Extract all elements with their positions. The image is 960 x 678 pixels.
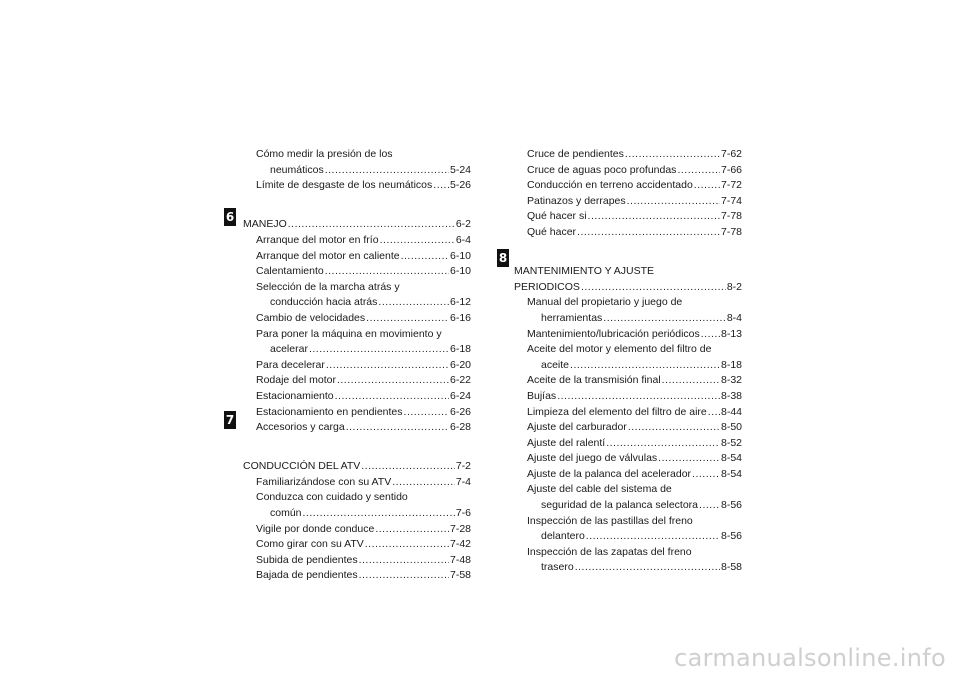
toc-entry[interactable]: Bajada de pendientes ..... 7-58 [243, 568, 471, 584]
toc-entry[interactable]: Subida de pendientes ..... 7-48 [243, 553, 471, 569]
toc-entry[interactable]: Bujías ..... 8-38 [514, 389, 742, 405]
toc-entry[interactable]: Estacionamiento ..... 6-24 [243, 389, 471, 405]
toc-entry[interactable]: Como girar con su ATV ..... 7-42 [243, 537, 471, 553]
toc-entry[interactable]: Ajuste del juego de válvulas ..... 8-54 [514, 451, 742, 467]
toc-entry: Ajuste del cable del sistema de [527, 483, 672, 496]
toc-entry[interactable]: Arranque del motor en frío ..... 6-4 [243, 233, 471, 249]
toc-entry: Aceite del motor y elemento del filtro de [527, 343, 712, 356]
toc-section-heading[interactable]: PERIODICOS ..... 8-2 [514, 280, 742, 296]
toc-section-heading[interactable]: CONDUCCIÓN DEL ATV ..... 7-2 [243, 459, 471, 475]
toc-entry[interactable]: Vigile por donde conduce ..... 7-28 [243, 522, 471, 538]
toc-entry[interactable]: común ..... 7-6 [243, 506, 471, 522]
toc-entry[interactable]: Rodaje del motor ..... 6-22 [243, 373, 471, 389]
toc-entry[interactable]: Qué hacer si ..... 7-78 [514, 209, 742, 225]
toc-entry[interactable]: Ajuste de la palanca del acelerador ..... 8-54 [514, 467, 742, 483]
toc-entry[interactable]: herramientas ..... 8-4 [514, 311, 742, 327]
toc-entry[interactable]: Familiarizándose con su ATV ..... 7-4 [243, 475, 471, 491]
toc-section-heading[interactable]: MANEJO ..... 6-2 [243, 217, 471, 233]
toc-entry: Conduzca con cuidado y sentido [256, 491, 408, 504]
toc-entry: Selección de la marcha atrás y [256, 280, 400, 293]
chapter-tab-6: 6 [225, 210, 235, 224]
toc-entry[interactable]: conducción hacia atrás ..... 6-12 [243, 295, 471, 311]
toc-entry[interactable]: Cruce de pendientes ..... 7-62 [514, 147, 742, 163]
chapter-tab-8: 8 [498, 251, 508, 265]
toc-entry[interactable]: Limpieza del elemento del filtro de aire ..... 8-44 [514, 405, 742, 421]
toc-entry: Manual del propietario y juego de [527, 296, 683, 309]
toc-entry[interactable]: seguridad de la palanca selectora ..... 8-56 [514, 498, 742, 514]
toc-entry: Cómo medir la presión de los [256, 148, 393, 160]
toc-left-column [243, 147, 471, 584]
toc-entry[interactable]: Ajuste del ralentí ..... 8-52 [514, 436, 742, 452]
toc-entry[interactable]: Ajuste del carburador ..... 8-50 [514, 420, 742, 436]
toc-entry[interactable]: Calentamiento ..... 6-10 [243, 264, 471, 280]
toc-entry[interactable]: Aceite de la transmisión final ..... 8-32 [514, 373, 742, 389]
toc-entry[interactable]: Estacionamiento en pendientes ..... 6-26 [243, 405, 471, 421]
toc-entry[interactable]: trasero ..... 8-58 [514, 560, 742, 576]
toc-section-heading-line: MANTENIMIENTO Y AJUSTE [514, 265, 655, 278]
toc-entry[interactable]: Patinazos y derrapes ..... 7-74 [514, 194, 742, 210]
toc-entry[interactable]: Límite de desgaste de los neumáticos ..... 5-26 [243, 178, 471, 194]
toc-entry[interactable]: Qué hacer ..... 7-78 [514, 225, 742, 241]
toc-entry[interactable]: Cruce de aguas poco profundas ..... 7-66 [514, 163, 742, 179]
toc-entry[interactable]: Mantenimiento/lubricación periódicos ..... 8-13 [514, 327, 742, 343]
toc-entry[interactable]: Accesorios y carga ..... 6-28 [243, 420, 471, 436]
toc-entry[interactable]: Arranque del motor en caliente ..... 6-10 [243, 249, 471, 265]
toc-entry[interactable]: Para decelerar ..... 6-20 [243, 358, 471, 374]
toc-entry[interactable]: aceite ..... 8-18 [514, 358, 742, 374]
toc-entry[interactable]: Cambio de velocidades ..... 6-16 [243, 311, 471, 327]
toc-entry[interactable]: Conducción en terreno accidentado ..... 7-72 [514, 178, 742, 194]
watermark: carmanualsonline.info [674, 644, 946, 672]
toc-entry[interactable]: delantero ..... 8-56 [514, 529, 742, 545]
toc-entry: Inspección de las zapatas del freno [527, 545, 692, 558]
toc-entry[interactable]: neumáticos ..... 5-24 [243, 163, 471, 179]
toc-entry[interactable]: acelerar ..... 6-18 [243, 342, 471, 358]
chapter-tab-7: 7 [225, 413, 235, 427]
toc-entry: Inspección de las pastillas del freno [527, 514, 693, 527]
toc-entry: Para poner la máquina en movimiento y [256, 327, 442, 340]
toc-right-column [514, 147, 742, 576]
